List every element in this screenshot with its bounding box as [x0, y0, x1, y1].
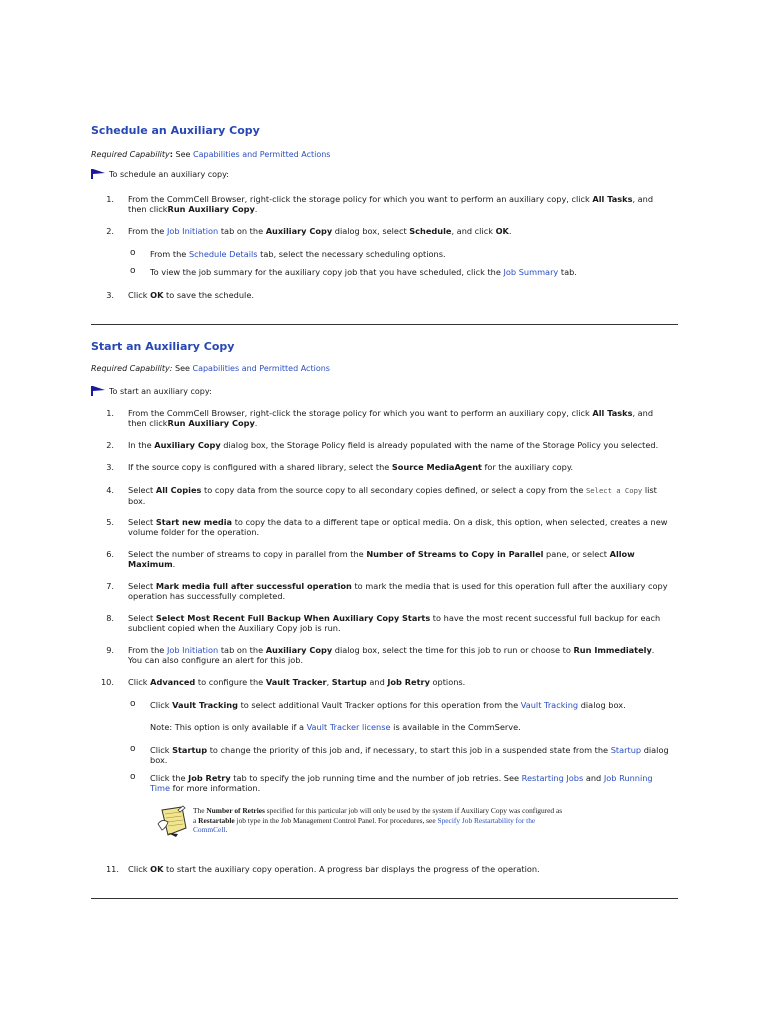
job-running-time-link-cont[interactable]: Time [150, 783, 171, 793]
step-number: 11. [105, 864, 119, 874]
step-number: 8. [106, 613, 114, 623]
step-number: 1. [106, 194, 114, 204]
step-number: 1. [106, 408, 114, 418]
colon: : [169, 150, 173, 159]
section-title-start: Start an Auxiliary Copy [91, 340, 235, 353]
required-capability [91, 150, 330, 159]
step-2: From the Job Initiation tab on the Auxiliary Copy dialog box, select Schedule, and click OK. [128, 226, 512, 236]
procedure-intro [91, 386, 212, 396]
step-number: 4. [106, 485, 114, 495]
sub-step-vault-tracking: Click Vault Tracking to select additional Vault Tracker options for this operation from the Vault Tracking dialog box. [150, 700, 626, 710]
step-3: If the source copy is configured with a shared library, select the Source MediaAgent for the auxiliary copy. [128, 462, 574, 472]
step-7: Select Mark media full after successful operation to mark the media that is used for this operation full after the auxiliary copy operation has successfully completed. [128, 581, 668, 601]
sub-bullet: o [130, 248, 136, 258]
schedule-details-link[interactable]: Schedule Details [188, 249, 258, 259]
step-6: Select the number of streams to copy in parallel from the Number of Streams to Copy in Parallel pane, or select Allow Maximum. [128, 549, 635, 569]
vault-tracker-note: Note: This option is only available if a Vault Tracker license is available in the CommServe. [150, 722, 521, 732]
vault-tracker-license-link[interactable]: Vault Tracker license [306, 722, 391, 732]
sub-bullet: o [130, 772, 136, 782]
step-1: From the CommCell Browser, right-click the storage policy for which you want to perform an auxiliary copy, click All Tasks, and then clickRun Auxiliary Copy. [128, 194, 654, 214]
required-capability [91, 364, 330, 373]
step-1: From the CommCell Browser, right-click the storage policy for which you want to perform an auxiliary copy, click All Tasks, and then clickRun Auxiliary Copy. [128, 408, 654, 428]
job-initiation-link[interactable]: Job Initiation [166, 645, 219, 655]
step-number: 3. [106, 290, 114, 300]
section-title-schedule: Schedule an Auxiliary Copy [91, 124, 260, 137]
step-8: Select Select Most Recent Full Backup When Auxiliary Copy Starts to have the most recent successful full backup for each subclient copied when the Auxiliary Copy job is run. [128, 613, 661, 633]
capabilities-link[interactable]: Capabilities and Permitted Actions [192, 364, 330, 373]
sub-step-job-retry: Click the Job Retry tab to specify the job running time and the number of job retries. See Restarting Jobs and Job Running Time for more information. [150, 773, 653, 793]
specify-job-restartability-link[interactable]: Specify Job Restartability for the [437, 815, 536, 825]
step-number: 5. [106, 517, 114, 527]
intro-text: To schedule an auxiliary copy: [109, 169, 229, 179]
required-capability-label: Required Capability: [91, 364, 173, 373]
restartability-note: The Number of Retries specified for this particular job will only be used by the system if Auxiliary Copy was configured as a Restartable job type in the Job Management Control Panel. For procedures, see Specify Job Restartability for the CommCell. [193, 806, 563, 835]
step-number: 9. [106, 645, 114, 655]
job-initiation-link[interactable]: Job Initiation [166, 226, 219, 236]
step-3: Click OK to save the schedule. [128, 290, 254, 300]
sub-bullet: o [130, 699, 136, 709]
step-number: 3. [106, 462, 114, 472]
step-4: Select All Copies to copy data from the source copy to all secondary copies defined, or select a copy from the Select a Copy list box. [128, 485, 657, 506]
sub-step-job-summary: To view the job summary for the auxiliary copy job that you have scheduled, click the Job Summary tab. [150, 267, 577, 277]
step-5: Select Start new media to copy the data to a different tape or optical media. On a disk, this option, when selected, creates a new volume folder for the operation. [128, 517, 668, 537]
step-number: 7. [106, 581, 114, 591]
flag-arrow-icon [91, 386, 105, 396]
vault-tracking-link[interactable]: Vault Tracking [520, 700, 579, 710]
see-text: See [172, 364, 193, 373]
sub-bullet: o [130, 266, 136, 276]
section-divider [91, 898, 678, 899]
step-number: 2. [106, 226, 114, 236]
note-paper-icon [156, 804, 190, 838]
flag-arrow-icon [91, 169, 105, 179]
procedure-intro [91, 169, 229, 179]
step-10: Click Advanced to configure the Vault Tracker, Startup and Job Retry options. [128, 677, 466, 687]
sub-step-schedule-details: From the Schedule Details tab, select the necessary scheduling options. [150, 249, 446, 259]
see-text: See [172, 150, 193, 159]
job-running-time-link[interactable]: Job Running [603, 773, 653, 783]
restarting-jobs-link[interactable]: Restarting Jobs [521, 773, 584, 783]
required-capability-label: Required Capability [91, 150, 170, 159]
specify-job-restartability-link-cont[interactable]: CommCell [193, 825, 226, 835]
sub-step-startup: Click Startup to change the priority of this job and, if necessary, to start this job in a suspended state from the Startup dialog box. [150, 745, 669, 765]
sub-bullet: o [130, 744, 136, 754]
startup-link[interactable]: Startup [610, 745, 642, 755]
step-9: From the Job Initiation tab on the Auxiliary Copy dialog box, select the time for this job to run or choose to Run Immediately. You can also configure an alert for this job. [128, 645, 655, 665]
step-2: In the Auxiliary Copy dialog box, the Storage Policy field is already populated with the name of the Storage Policy you selected. [128, 440, 659, 450]
step-number: 10. [100, 677, 114, 687]
step-number: 2. [106, 440, 114, 450]
job-summary-link[interactable]: Job Summary [503, 267, 559, 277]
step-number: 6. [106, 549, 114, 559]
step-11: Click OK to start the auxiliary copy operation. A progress bar displays the progress of the operation. [128, 864, 540, 874]
intro-text: To start an auxiliary copy: [109, 386, 212, 396]
section-divider [91, 324, 678, 325]
capabilities-link[interactable]: Capabilities and Permitted Actions [193, 150, 331, 159]
